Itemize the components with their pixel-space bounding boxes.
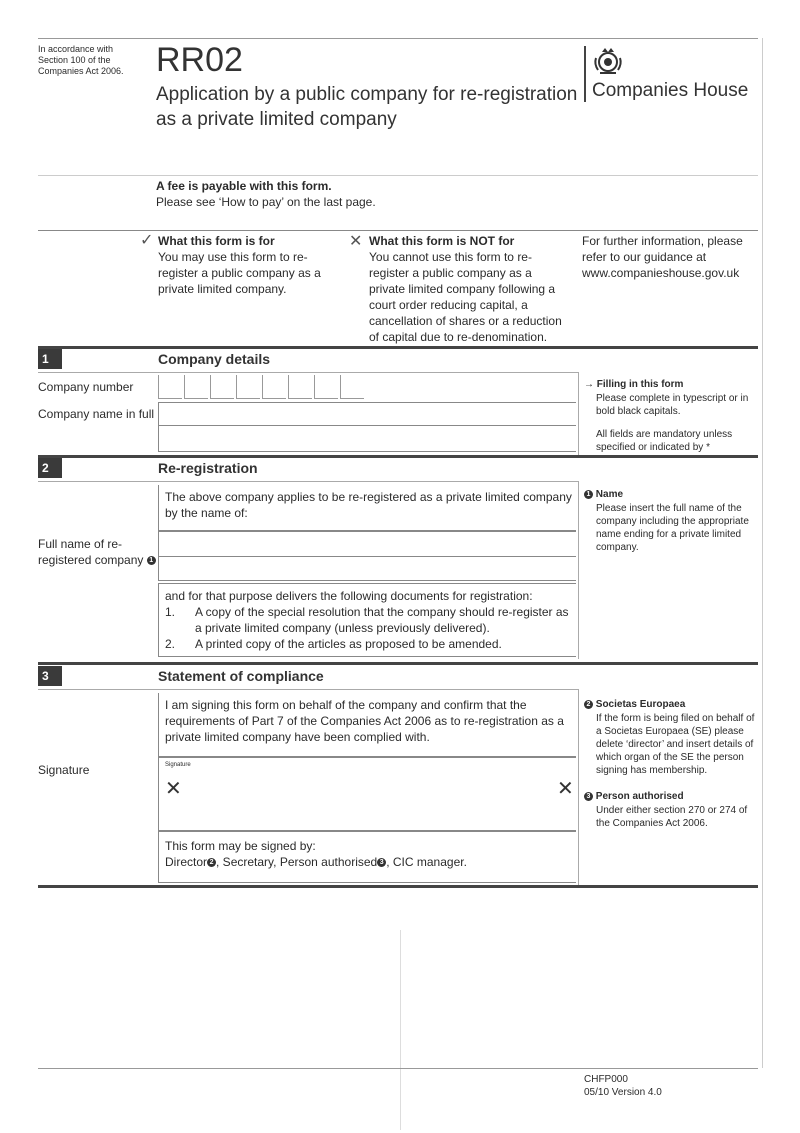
- full-name-field-2[interactable]: [158, 557, 576, 581]
- note-1-icon-side: 1: [584, 490, 593, 499]
- mandatory-text: All fields are mandatory unless specified or indicated by *: [596, 429, 733, 453]
- full-name-input[interactable]: [159, 532, 576, 556]
- not-for-text: You cannot use this form to re-register a public company as a private limited company following a court order reducing capital, a cancellation of shares or a reduction of capital due to re-denomination.: [369, 250, 562, 344]
- full-name-label: Full name of re-registered company 1: [38, 536, 158, 568]
- company-number-digit-1[interactable]: [158, 375, 182, 399]
- company-number-digit-3[interactable]: [210, 375, 234, 399]
- full-name-input-2[interactable]: [159, 557, 576, 580]
- statement-box: [158, 693, 576, 757]
- signature-start-x-icon: ✕: [165, 776, 182, 800]
- company-number-digit-4[interactable]: [236, 375, 260, 399]
- footer-version: 05/10 Version 4.0: [584, 1087, 662, 1098]
- doc-2-number: 2.: [165, 637, 176, 651]
- filling-text: Please complete in typescript or in bold black capitals.: [596, 393, 749, 417]
- full-name-field[interactable]: [158, 531, 576, 557]
- signature-label: Signature: [38, 763, 90, 777]
- info-text: For further information, please refer to our guidance at www.companieshouse.gov.uk: [582, 234, 743, 280]
- section-3-title: Statement of compliance: [158, 668, 324, 684]
- company-number-digit-2[interactable]: [184, 375, 208, 399]
- signed-by-list: Director 2 , Secretary, Person authorised 3 , CIC manager.: [165, 855, 467, 869]
- not-for-heading: What this form is NOT for: [369, 234, 515, 248]
- company-number-digit-7[interactable]: [314, 375, 338, 399]
- doc-1-number: 1.: [165, 605, 176, 619]
- fee-note: Please see ‘How to pay’ on the last page.: [156, 195, 376, 209]
- note-3-icon-side: 3: [584, 792, 593, 801]
- name-note-heading: Name: [595, 489, 624, 500]
- signature-box-label: Signature: [165, 762, 191, 768]
- se-text: If the form is being filed on behalf of a Societas Europaea (SE) please delete ‘director’ and insert details of which organ of the SE the person signing has membership.: [596, 713, 755, 776]
- note-3-icon: 3: [377, 858, 386, 867]
- section-1-title: Company details: [158, 351, 271, 367]
- name-note-text: Please insert the full name of the company including the appropriate name ending for a private limited company.: [596, 503, 749, 553]
- note-2-icon-side: 2: [584, 700, 593, 709]
- company-name-field[interactable]: [158, 402, 576, 426]
- doc-1-text: A copy of the special resolution that the company should re-register as a private limited company (unless previously delivered).: [195, 605, 569, 635]
- company-name-input-2[interactable]: [159, 426, 576, 451]
- for-heading: What this form is for: [158, 234, 275, 248]
- signature-box[interactable]: [158, 757, 576, 831]
- se-heading: Societas Europaea: [595, 699, 686, 710]
- arrow-icon: →: [584, 379, 594, 390]
- company-number-digit-6[interactable]: [288, 375, 312, 399]
- note-1-icon: 1: [147, 556, 156, 565]
- company-number-digit-5[interactable]: [262, 375, 286, 399]
- company-number-digit-8[interactable]: [340, 375, 364, 399]
- brand-name: Companies House: [592, 80, 749, 101]
- cross-icon: ✕: [349, 233, 363, 250]
- company-name-label: Company name in full: [38, 407, 155, 421]
- tick-icon: ✓: [140, 232, 154, 249]
- applies-text: The above company applies to be re-registered as a private limited company by the name of:: [165, 490, 572, 520]
- note-2-icon: 2: [207, 858, 216, 867]
- documents-box: [158, 583, 576, 657]
- statement-text: I am signing this form on behalf of the company and confirm that the requirements of Part 7 of the Companies Act 2006 as to re-registration as a private limited company have been complied with.: [165, 698, 564, 744]
- signed-by-box: [158, 831, 576, 883]
- applies-box: [158, 485, 576, 531]
- signed-by-heading: This form may be signed by:: [165, 839, 316, 853]
- footer-code: CHFP000: [584, 1074, 628, 1085]
- signature-end-x-icon: ✕: [557, 776, 574, 800]
- pa-heading: Person authorised: [595, 791, 684, 802]
- royal-crest-icon: [592, 46, 624, 76]
- delivers-text: and for that purpose delivers the following documents for registration:: [165, 589, 533, 603]
- company-name-field-2[interactable]: [158, 426, 576, 452]
- company-number-label: Company number: [38, 380, 134, 394]
- section-1-number: 1: [38, 349, 62, 369]
- section-3-number: 3: [38, 666, 62, 686]
- pa-text: Under either section 270 or 274 of the Companies Act 2006.: [596, 805, 748, 829]
- fee-heading: A fee is payable with this form.: [156, 179, 332, 193]
- doc-2-text: A printed copy of the articles as proposed to be amended.: [195, 637, 502, 651]
- company-name-input[interactable]: [159, 403, 576, 425]
- filling-heading: Filling in this form: [596, 379, 684, 390]
- accordance-note: In accordance with Section 100 of the Companies Act 2006.: [38, 44, 124, 76]
- form-title: Application by a public company for re-registration as a private limited company: [156, 84, 578, 130]
- section-2-number: 2: [38, 458, 62, 478]
- for-text: You may use this form to re-register a public company as a private limited company.: [158, 250, 321, 296]
- section-2-title: Re-registration: [158, 460, 258, 476]
- form-code: RR02: [156, 41, 243, 79]
